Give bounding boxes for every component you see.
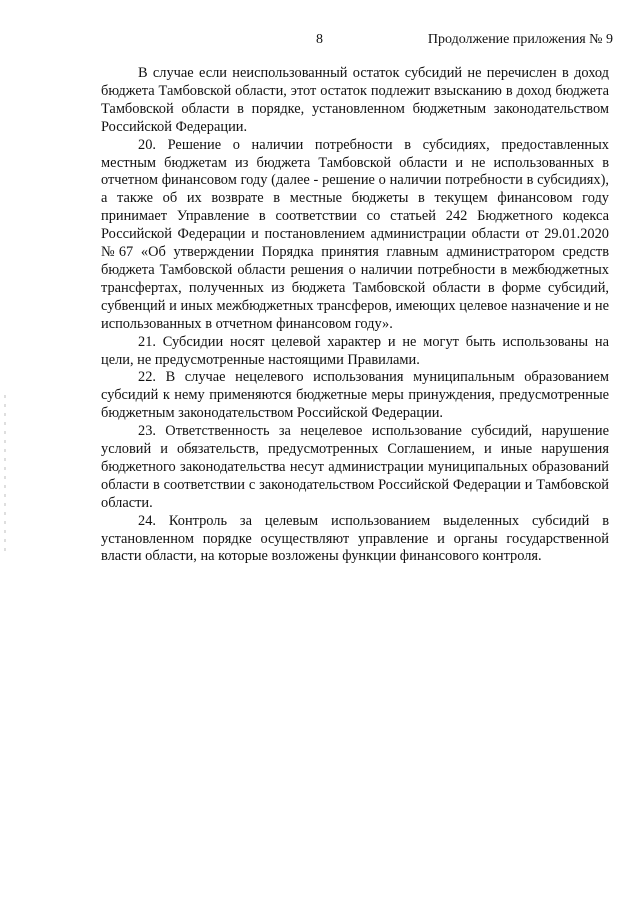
paragraph-21-targeted-nature: 21. Субсидии носят целевой характер и не могут быть использованы на цели, не предусмотренные настоящими Правилами. <box>101 333 609 368</box>
paragraph-24-control: 24. Контроль за целевым использованием выделенных субсидий в установленном порядке осуществляют управление и органы государственной власти области, на которые возложены функции финансового контроля. <box>101 512 609 565</box>
page-number: 8 <box>316 32 323 47</box>
paragraph-22-misuse-measures: 22. В случае нецелевого использования муниципальным образованием субсидий к нему применяются бюджетные меры принуждения, предусмотренные бюджетным законодательством Российской Федерации. <box>101 369 609 422</box>
scan-artifact <box>4 395 6 555</box>
paragraph-20-need-decision: 20. Решение о наличии потребности в субсидиях, предоставленных местным бюджетам из бюджета Тамбовской области и не использованных в отчетном финансовом году (далее - решение о наличии потребности в субсидиях), а также об их возврате в местные бюджеты в текущем финансовом году принимает Управление в соответствии со статьей 242 Бюджетного кодекса Российской Федерации и постановлением администрации области от 29.01.2020 №67 «Об утверждении Порядка принятия главным администратором средств бюджета Тамбовской области решения о наличии потребности в межбюджетных трансфертах, полученных из бюджета Тамбовской области в форме субсидий, субвенций и иных межбюджетных трансферов, имеющих целевое назначение и не использованных в отчетном финансовом году». <box>101 136 609 332</box>
paragraph-unused-subsidy-balance: В случае если неиспользованный остаток субсидий не перечислен в доход бюджета Тамбовской области, этот остаток подлежит взысканию в доход бюджета Тамбовской области в порядке, установленном бюджетным законодательством Российской Федерации. <box>101 65 609 135</box>
appendix-continuation-header: Продолжение приложения № 9 <box>427 32 613 47</box>
paragraph-23-responsibility: 23. Ответственность за нецелевое использование субсидий, нарушение условий и обязательств, предусмотренных Соглашением, и иные нарушения бюджетного законодательства несут администрации муниципальных образований области в соответствии с законодательством Российской Федерации и Тамбовской области. <box>101 423 609 511</box>
document-body <box>101 65 609 566</box>
